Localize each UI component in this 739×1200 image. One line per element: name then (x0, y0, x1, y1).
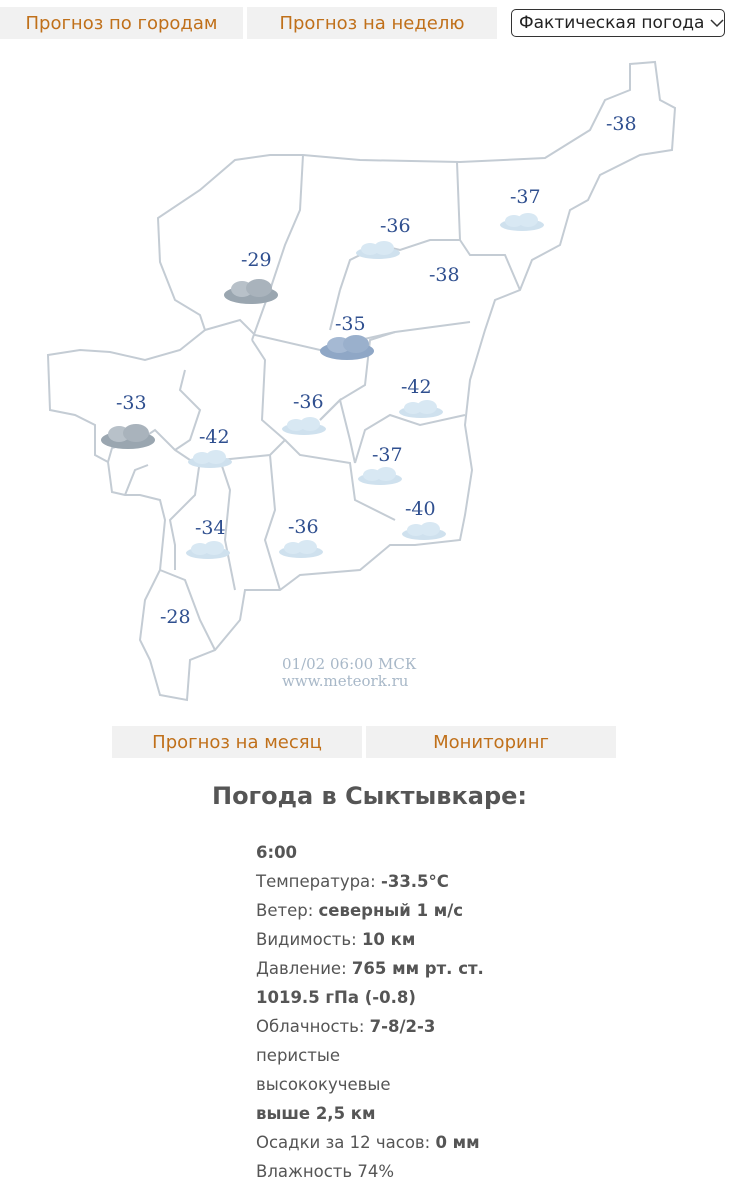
weather-details (256, 838, 484, 1186)
map-temp: -38 (606, 113, 637, 135)
map-temp: -33 (116, 392, 147, 414)
precip-value: 0 мм (435, 1133, 480, 1152)
visibility-value: 10 км (361, 930, 416, 949)
map-site: www.meteork.ru (282, 672, 409, 690)
pressure-hpa: 1019.5 гПа (-0.8) (256, 988, 416, 1007)
map-temp: -37 (510, 186, 541, 208)
pressure-value: 765 мм рт. ст. (351, 959, 484, 978)
visibility-row (256, 925, 484, 954)
pressure-row (256, 954, 484, 983)
observation-time: 6:00 (256, 843, 298, 862)
visibility-label: Видимость: (256, 930, 357, 949)
temperature-row (256, 867, 484, 896)
weather-title: Погода в Сыктывкаре: (211, 782, 528, 810)
actual-weather-select[interactable] (511, 9, 725, 37)
map-temp: -29 (241, 249, 272, 271)
pressure-label: Давление: (256, 959, 347, 978)
wind-row (256, 896, 484, 925)
chevron-down-icon (710, 16, 724, 30)
precip-label: Осадки за 12 часов: (256, 1133, 431, 1152)
map-temp: -28 (160, 606, 191, 628)
wind-label: Ветер: (256, 901, 314, 920)
map-temp: -36 (293, 391, 324, 413)
map-temp: -35 (335, 313, 366, 335)
map-temp: -42 (199, 426, 230, 448)
nav-forecast-week[interactable]: Прогноз на неделю (247, 7, 497, 39)
map-temp: -38 (429, 264, 460, 286)
cloud-label: Облачность: (256, 1017, 365, 1036)
nav-monitoring[interactable]: Мониторинг (366, 726, 616, 758)
map-temp: -34 (195, 517, 226, 539)
cloud-type-1: перистые (256, 1046, 340, 1065)
nav-forecast-cities[interactable]: Прогноз по городам (0, 7, 243, 39)
map-date-time: 01/02 06:00 МСК (282, 655, 417, 673)
weather-cloud-icon (101, 213, 544, 559)
actual-weather-select-label: Фактическая погода (519, 13, 705, 33)
map-temp: -42 (401, 376, 432, 398)
cloud-type-2: высококучевые (256, 1075, 391, 1094)
humidity-row: Влажность 74% (256, 1162, 395, 1181)
precip-row (256, 1128, 484, 1157)
cloud-height: выше 2,5 км (256, 1104, 376, 1123)
nav-forecast-month[interactable]: Прогноз на месяц (112, 726, 362, 758)
temperature-value: -33.5°C (380, 872, 449, 891)
map-temp: -36 (380, 215, 411, 237)
map-temp: -37 (372, 444, 403, 466)
map-temp: -36 (288, 516, 319, 538)
region-borders (48, 62, 675, 700)
map-temp: -40 (405, 498, 436, 520)
wind-value: северный 1 м/с (318, 901, 464, 920)
pressure-hpa-row (256, 983, 484, 1012)
temperature-label: Температура: (256, 872, 376, 891)
observation-time-row (256, 838, 484, 867)
cloud-value: 7-8/2-3 (369, 1017, 436, 1036)
cloud-row (256, 1012, 484, 1041)
region-weather-map (0, 48, 739, 710)
cloud-height-row (256, 1099, 484, 1128)
